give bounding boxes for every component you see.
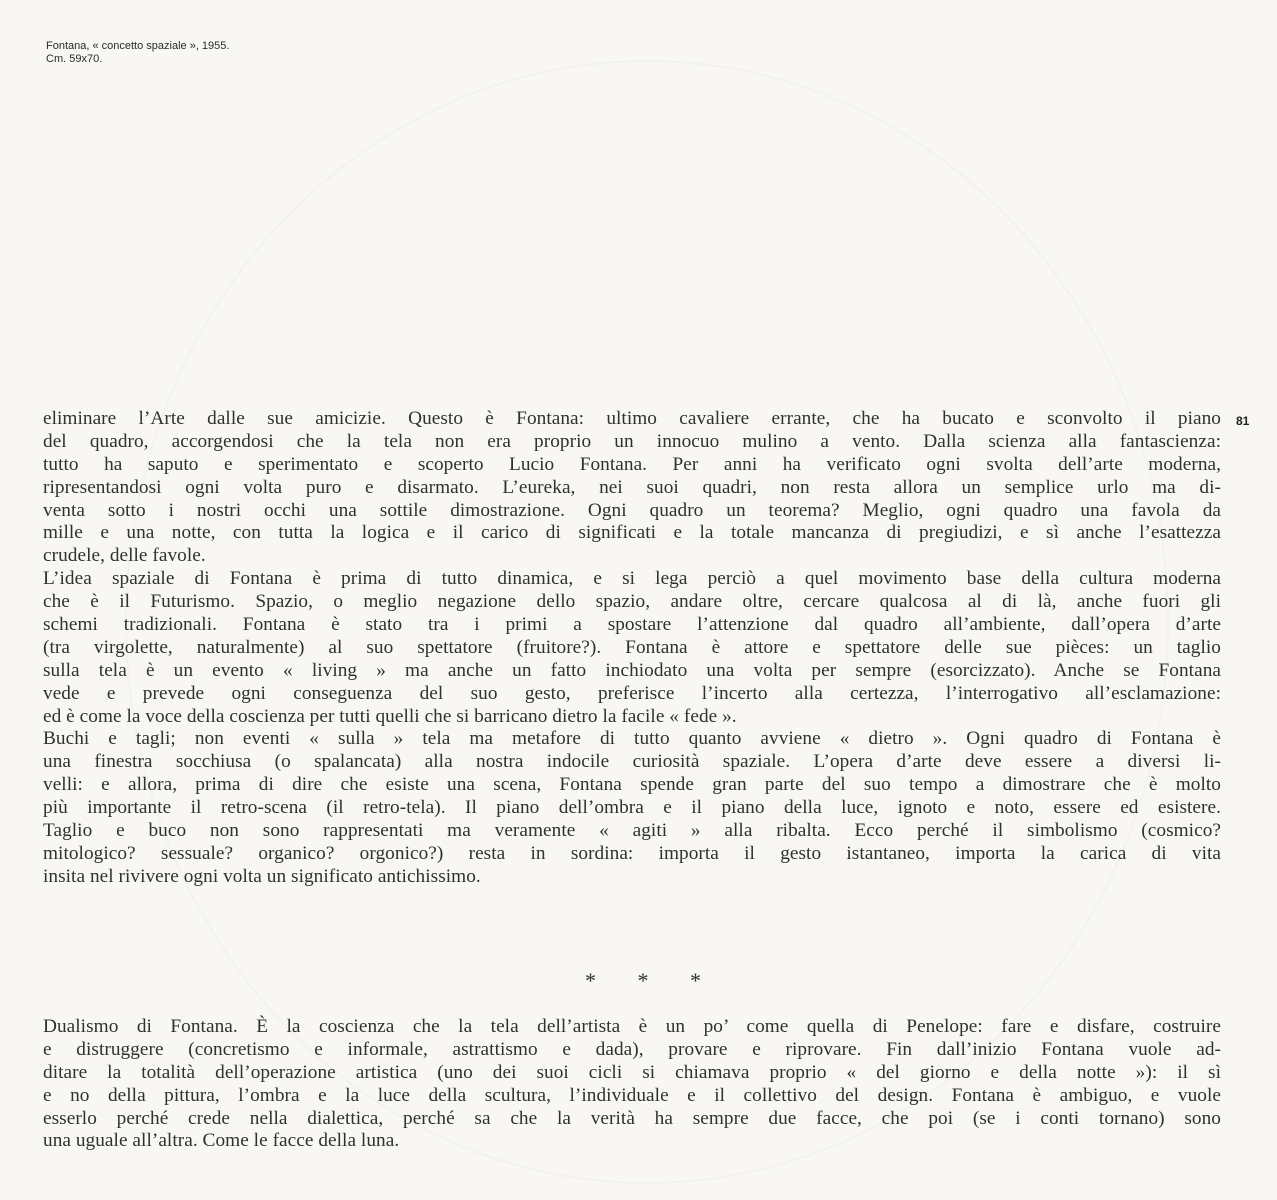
text-line: (tra virgolette, naturalmente) al suo spettatore (fruitore?). Fontana è attore e spettatore delle sue pièces: un taglio bbox=[43, 636, 1221, 658]
text-line: una uguale all’altra. Come le facce della luna. bbox=[43, 1130, 400, 1152]
caption-dimensions: Cm. 59x70. bbox=[46, 53, 103, 65]
text-line: Dualismo di Fontana. È la coscienza che la tela dell’artista è un po’ come quella di Penelope: fare e disfare, costruire bbox=[43, 1016, 1221, 1037]
text-line: una finestra socchiusa (o spalancata) alla nostra indocile curiosità spaziale. L’opera d’arte deve essere a diversi li- bbox=[43, 751, 1221, 773]
text-line: crudele, delle favole. bbox=[43, 545, 206, 567]
text-line: ed è come la voce della coscienza per tutti quelli che si barricano dietro la facile « fede ». bbox=[43, 705, 737, 727]
paragraph-1 bbox=[43, 408, 1221, 568]
text-line: sulla tela è un evento « living » ma anche un fatto inchiodato una volta per sempre (esorcizzato). Anche se Fontana bbox=[43, 659, 1221, 681]
text-line: e no della pittura, l’ombra e la luce della scultura, l’individuale e il collettivo del design. Fontana è ambiguo, e vuole bbox=[43, 1084, 1221, 1106]
section-separator: * * * bbox=[585, 968, 719, 993]
text-line: mille e una notte, con tutta la logica e il carico di significati e la totale mancanza di pregiudizi, e sì anche l’esattezza bbox=[43, 522, 1221, 544]
paragraph-4 bbox=[43, 1016, 1221, 1153]
text-line: ripresentandosi ogni volta puro e disarmato. L’eureka, nei suoi quadri, non resta allora un semplice urlo ma di- bbox=[43, 476, 1221, 498]
paragraph-2 bbox=[43, 568, 1221, 728]
text-line: L’idea spaziale di Fontana è prima di tutto dinamica, e si lega perciò a quel movimento base della cultura moderna bbox=[43, 568, 1221, 590]
figure-caption bbox=[46, 40, 229, 66]
main-text bbox=[43, 408, 1221, 889]
text-line: Taglio e buco non sono rappresentati ma veramente « agiti » alla ribalta. Ecco perché il simbolismo (cosmico? bbox=[43, 820, 1221, 842]
text-line: del quadro, accorgendosi che la tela non era proprio un innocuo mulino a vento. Dalla scienza alla fantascienza: bbox=[43, 430, 1221, 452]
text-line: esserlo perché crede nella dialettica, perché sa che la verità ha sempre due facce, che poi (se i conti tornano) sono bbox=[43, 1107, 1221, 1129]
closing-text bbox=[43, 1016, 1221, 1153]
text-line: ditare la totalità dell’operazione artistica (uno dei suoi cicli si chiamava proprio « del giorno e della notte »): il sì bbox=[43, 1061, 1221, 1083]
text-line: schemi tradizionali. Fontana è stato tra i primi a spostare l’attenzione dal quadro all’ambiente, dall’opera d’arte bbox=[43, 614, 1221, 636]
page-number: 81 bbox=[1236, 414, 1250, 428]
text-line: che è il Futurismo. Spazio, o meglio negazione dello spazio, andare oltre, cercare qualcosa al di là, anche fuori gli bbox=[43, 591, 1221, 613]
text-line: tutto ha saputo e sperimentato e scoperto Lucio Fontana. Per anni ha verificato ogni svolta dell’arte moderna, bbox=[43, 453, 1221, 475]
text-line: mitologico? sessuale? organico? orgonico?) resta in sordina: importa il gesto istantaneo, importa la carica di vita bbox=[43, 842, 1221, 864]
text-line: insita nel rivivere ogni volta un significato antichissimo. bbox=[43, 865, 481, 887]
text-line: eliminare l’Arte dalle sue amicizie. Questo è Fontana: ultimo cavaliere errante, che ha bucato e sconvolto il piano bbox=[43, 408, 1221, 429]
caption-title: Fontana, « concetto spaziale », 1955. bbox=[46, 40, 230, 52]
text-line: Buchi e tagli; non eventi « sulla » tela ma metafore di tutto quanto avviene « dietro ». Ogni quadro di Fontana è bbox=[43, 728, 1221, 750]
text-line: velli: e allora, prima di dire che esiste una scena, Fontana spende gran parte del suo tempo a dimostrare che è molto bbox=[43, 774, 1221, 796]
text-line: e distruggere (concretismo e informale, astrattismo e dada), provare e riprovare. Fin dall’inizio Fontana vuole ad- bbox=[43, 1038, 1221, 1060]
text-line: più importante il retro-scena (il retro-tela). Il piano dell’ombra e il piano della luce, ignoto e noto, essere ed esistere. bbox=[43, 797, 1221, 819]
paragraph-3 bbox=[43, 728, 1221, 888]
text-line: venta sotto i nostri occhi una sottile dimostrazione. Ogni quadro un teorema? Meglio, ogni quadro una favola da bbox=[43, 499, 1221, 521]
text-line: vede e prevede ogni conseguenza del suo gesto, preferisce l’incerto alla certezza, l’interrogativo all’esclamazione: bbox=[43, 682, 1221, 704]
